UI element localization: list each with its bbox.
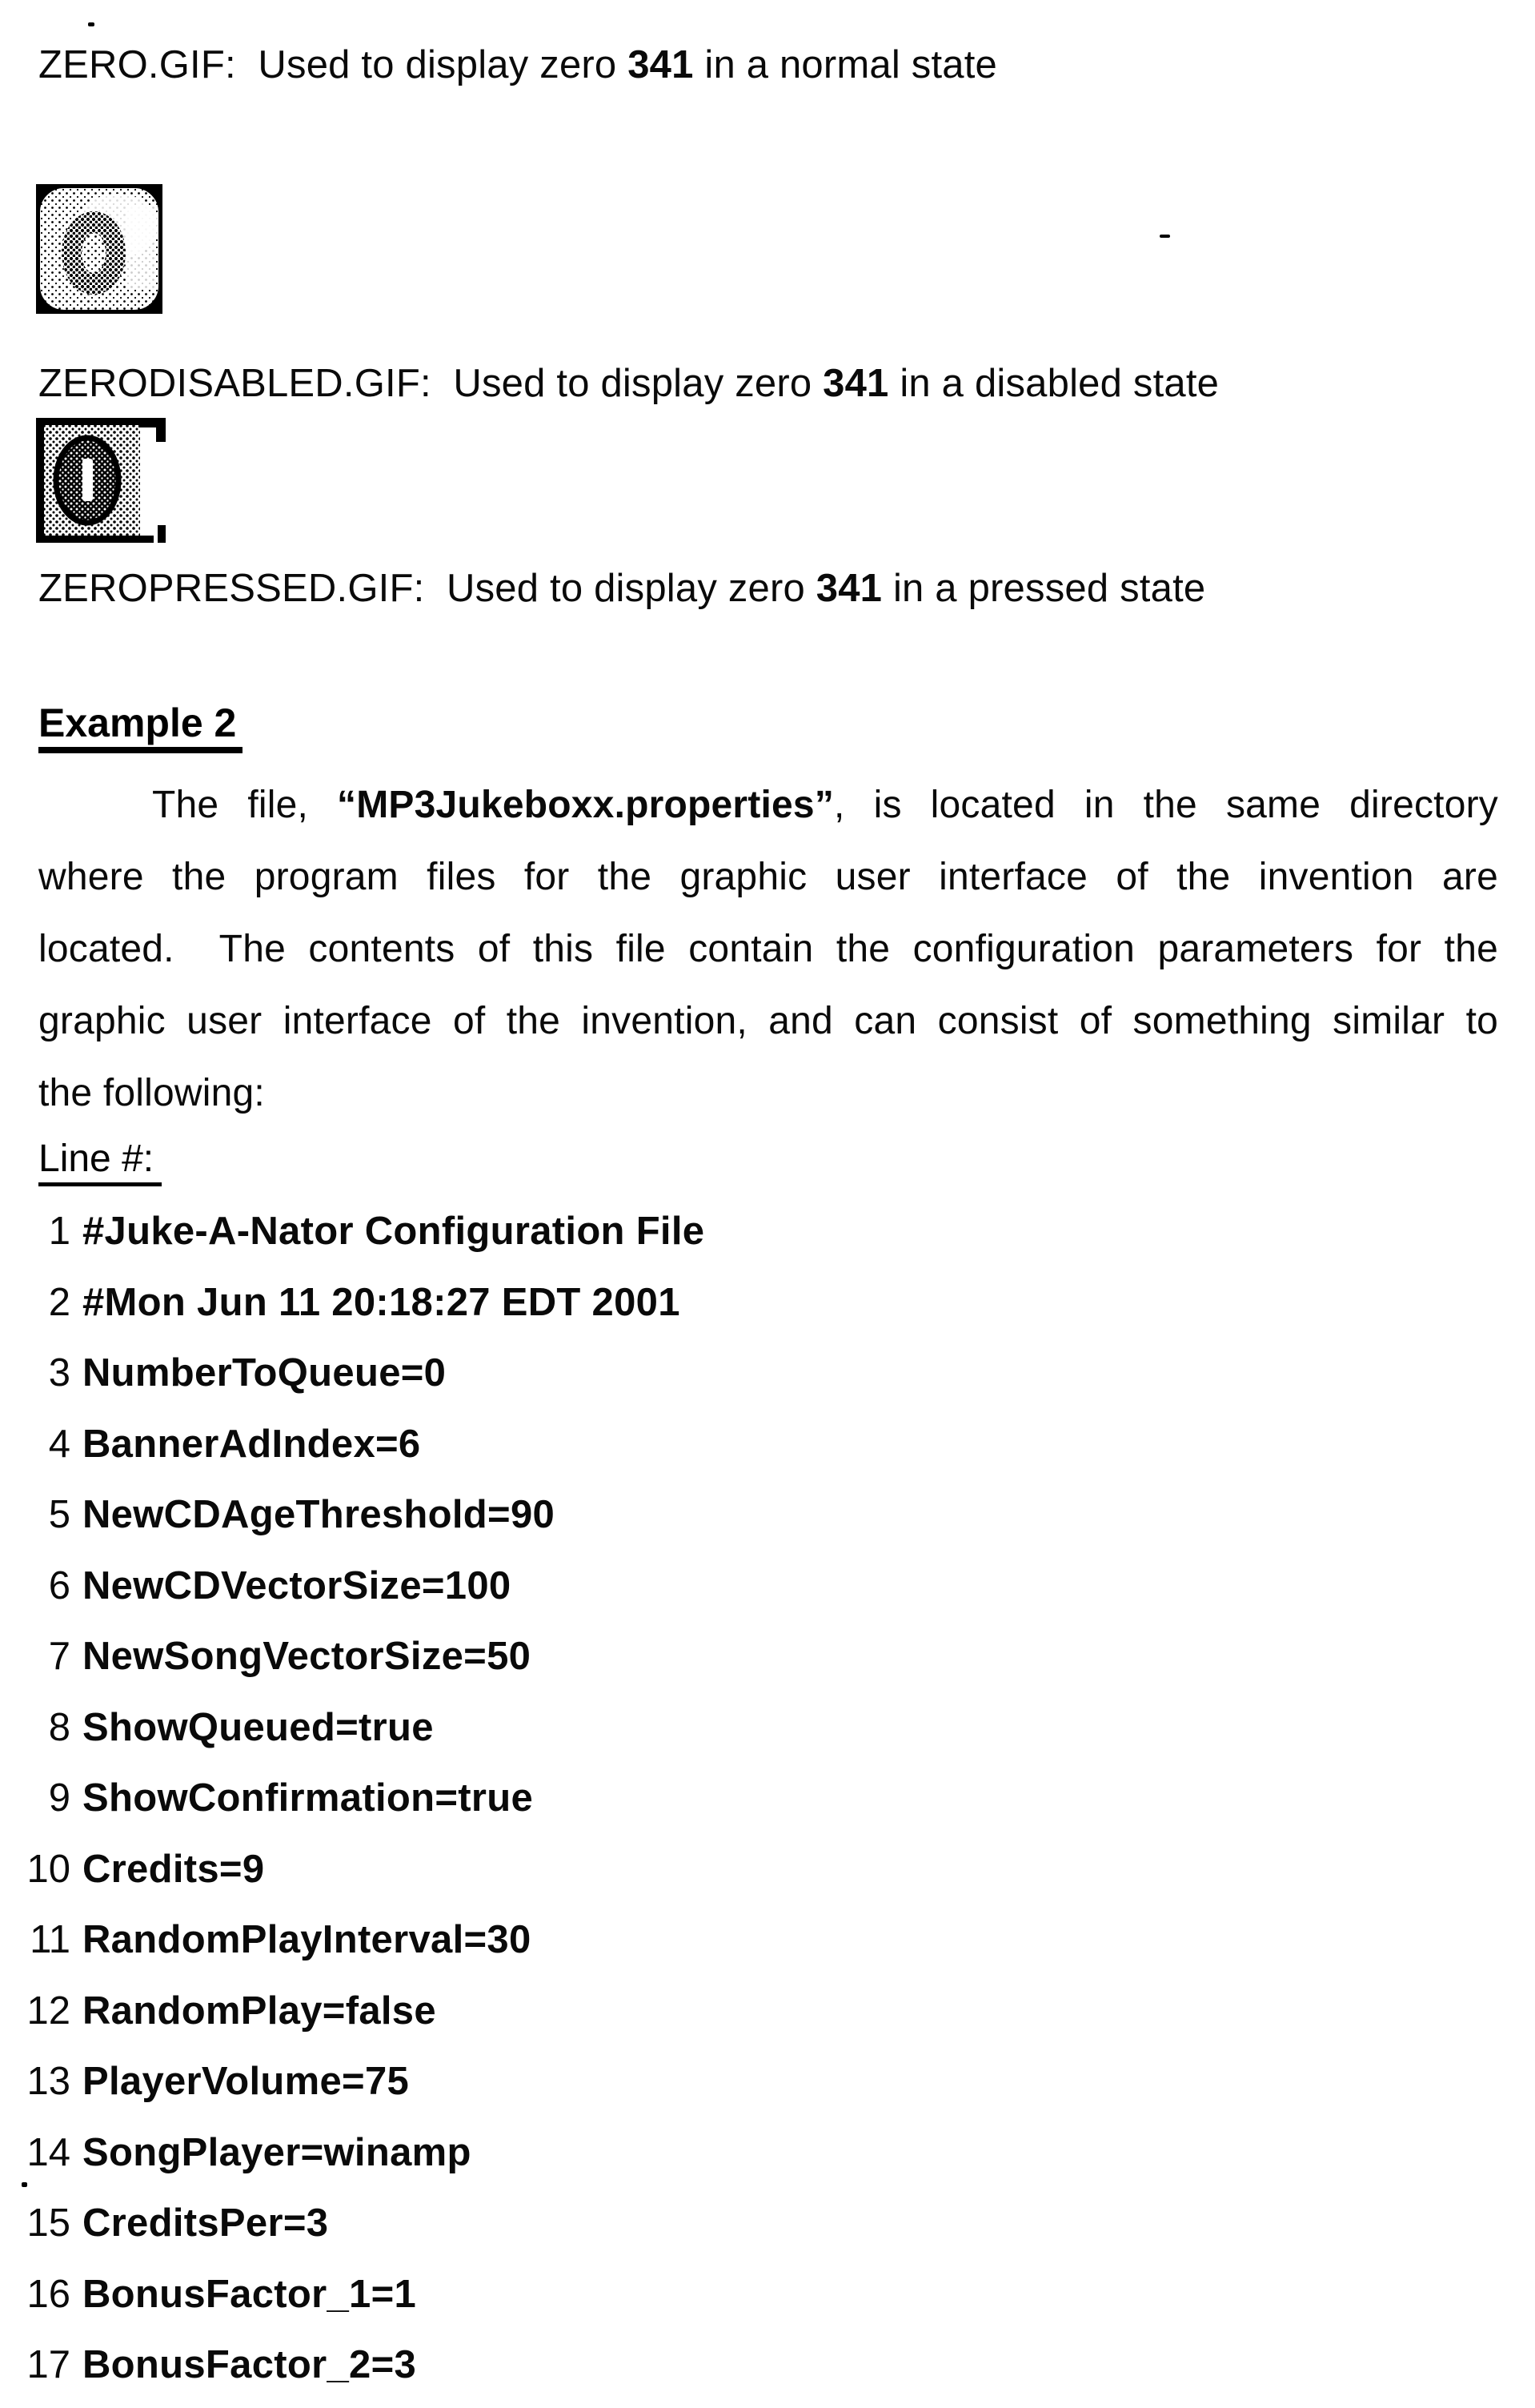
config-line-value: CreditsPer=3: [82, 2201, 329, 2245]
scan-artifact-dash: [1160, 235, 1170, 238]
config-line-number: 5: [48, 1493, 70, 1537]
text-run: ZERO.GIF: Used to display zero: [38, 43, 628, 86]
bold-text-run: 341: [823, 362, 889, 405]
config-line: [0, 2046, 1120, 2117]
zero-pressed-button-image: [36, 418, 166, 547]
config-line-number: 9: [48, 1776, 70, 1820]
zero-gif-caption: [38, 42, 997, 89]
config-line: [0, 1976, 1120, 2047]
paragraph-line: [38, 1058, 1498, 1130]
config-line-value: BonusFactor_1=1: [82, 2272, 417, 2316]
config-line-number: 2: [48, 1280, 70, 1324]
config-line-value: ShowQueued=true: [82, 1705, 434, 1749]
config-line-number: 13: [26, 2060, 70, 2104]
zero-disabled-button-image: [36, 184, 162, 318]
config-line-value: NewCDAgeThreshold=90: [82, 1493, 555, 1537]
text-run: in a disabled state: [888, 362, 1220, 405]
config-line-value: BannerAdIndex=6: [82, 1422, 421, 1466]
config-line-value: ShowConfirmation=true: [82, 1776, 534, 1820]
text-run: The file,: [152, 784, 338, 826]
config-line-number: 16: [26, 2272, 70, 2316]
config-line-number: 15: [26, 2201, 70, 2245]
paragraph-line: [38, 769, 1498, 841]
paragraph-line: [38, 913, 1498, 985]
line-number-label: [38, 1137, 162, 1186]
zerodisabled-gif-caption: [38, 360, 1219, 407]
config-line: [0, 2188, 1120, 2259]
config-line-value: #Mon Jun 11 20:18:27 EDT 2001: [82, 1280, 680, 1324]
bold-text-run: 341: [816, 567, 883, 610]
config-line-value: Credits=9: [82, 1847, 265, 1891]
line-number-label-text: Line #:: [38, 1137, 162, 1186]
text-run: graphic user interface of the invention, and can consist of something similar to: [38, 1000, 1498, 1042]
zeropressed-gif-caption: [38, 565, 1205, 612]
config-line-value: RandomPlayInterval=30: [82, 1918, 531, 1962]
config-line: [0, 1409, 1120, 1480]
bold-text-run: “MP3Jukeboxx.properties”: [337, 784, 835, 826]
config-line: [0, 1479, 1120, 1551]
config-line-value: #Juke-A-Nator Configuration File: [82, 1210, 705, 1254]
config-line: [0, 1551, 1120, 1622]
text-run: ZEROPRESSED.GIF: Used to display zero: [38, 567, 816, 610]
config-line-number: 3: [48, 1351, 70, 1395]
config-line-value: NewCDVectorSize=100: [82, 1563, 511, 1607]
paragraph-line: [38, 841, 1498, 913]
text-run: ZERODISABLED.GIF: Used to display zero: [38, 362, 824, 405]
config-line: [0, 1763, 1120, 1834]
zero-button-disabled-icon: [36, 184, 162, 314]
config-line-value: PlayerVolume=75: [82, 2060, 410, 2104]
text-run: the following:: [38, 1072, 265, 1114]
config-line-number: 7: [48, 1635, 70, 1679]
zero-button-pressed-icon: [36, 418, 166, 543]
config-line: [0, 1621, 1120, 1692]
config-line-number: 14: [26, 2130, 70, 2174]
text-run: where the program files for the graphic user interface of the invention are: [38, 856, 1498, 898]
config-line-number: 17: [26, 2343, 70, 2387]
heading-text: Example 2: [38, 701, 242, 753]
example-2-heading: [38, 701, 242, 753]
bold-text-run: 341: [627, 43, 694, 86]
config-line: [0, 2330, 1120, 2401]
config-line-number: 11: [30, 1918, 70, 1962]
config-line: [0, 1196, 1120, 1267]
paragraph-line: [38, 985, 1498, 1058]
config-line-value: NumberToQueue=0: [82, 1351, 447, 1395]
text-run: , is located in the same directory: [834, 784, 1498, 826]
config-line: [0, 1834, 1120, 1905]
text-run: in a pressed state: [882, 567, 1206, 610]
config-line-value: NewSongVectorSize=50: [82, 1635, 531, 1679]
config-line-number: 10: [26, 1847, 70, 1891]
config-line-number: 8: [48, 1705, 70, 1749]
scan-artifact-dot: [88, 22, 94, 26]
config-file-listing: [0, 1196, 1120, 2401]
config-line: [0, 1338, 1120, 1409]
config-line: [0, 2259, 1120, 2330]
config-line-value: BonusFactor_2=3: [82, 2343, 417, 2387]
text-run: located. The contents of this file contain the configuration parameters for the: [38, 928, 1498, 970]
config-line-number: 12: [26, 1989, 70, 2033]
config-line-number: 4: [48, 1422, 70, 1466]
config-line: [0, 1267, 1120, 1338]
config-line-number: 1: [48, 1210, 70, 1254]
config-line-value: RandomPlay=false: [82, 1989, 436, 2033]
config-line: [0, 1904, 1120, 1976]
config-line: [0, 1692, 1120, 1764]
config-line-number: 6: [48, 1563, 70, 1607]
config-line: [0, 2117, 1120, 2189]
text-run: in a normal state: [693, 43, 997, 86]
config-line-value: SongPlayer=winamp: [82, 2130, 471, 2174]
body-paragraph: [38, 769, 1498, 1130]
